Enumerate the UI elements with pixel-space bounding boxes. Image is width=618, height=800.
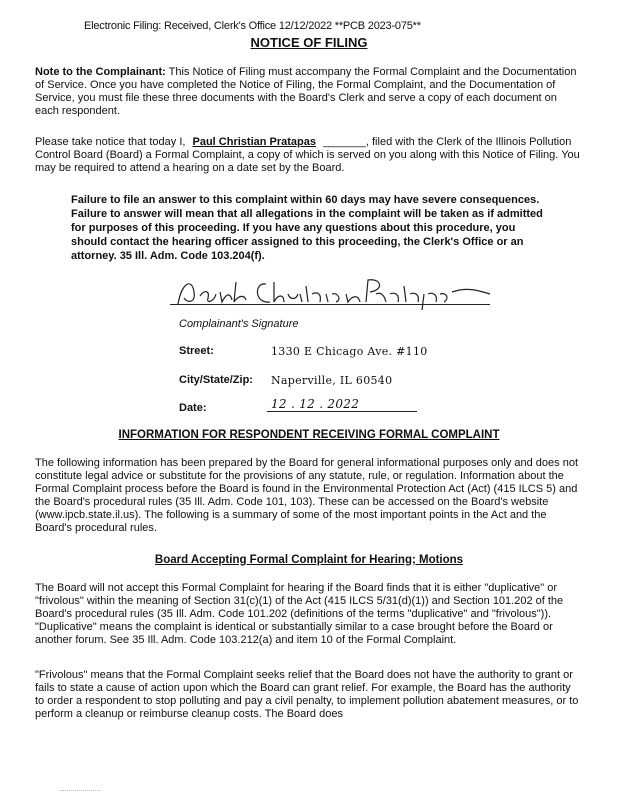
footer-mark [60,790,100,791]
signature-line [170,304,490,305]
city-state-zip-value: Naperville, IL 60540 [271,374,393,387]
warning-paragraph: Failure to file an answer to this complaint within 60 days may have severe consequences. Failure to answer will mean that all allegations in the complaint will be taken as if admitted for purposes of this proceeding. If you have any questions about this procedure, you should contact the hearing officer assigned to this proceeding, the Clerk's Office or an attorney. 35 Ill. Adm. Code 103.204(f). [71,194,543,262]
note-text: This Notice of Filing must accompany the Formal Complaint and the Documentation of Service. Once you have completed the Notice of Filing, the Formal Complaint, and the Documentation of Service, you must file these three documents with the Board's Clerk and serve a copy of each document on each respondent. [35,66,577,117]
accepting-complaint-heading: Board Accepting Formal Complaint for Hearing; Motions [154,554,464,566]
complainant-name: Paul Christian Pratapas [192,136,316,148]
street-value: 1330 E Chicago Ave. #110 [271,345,428,358]
note-lead: Note to the Complainant: [35,66,166,78]
respondent-info-heading: INFORMATION FOR RESPONDENT RECEIVING FORMAL COMPLAINT [118,429,500,441]
notice-before: Please take notice that today I, [35,136,186,148]
signature-label: Complainant's Signature [179,318,299,330]
date-value: 12 . 12 . 2022 [271,397,360,411]
respondent-info-paragraph: The following information has been prepared by the Board for general informational purposes only and does not constitute legal advice or substitute for the provisions of any statute, rule, or regulation. Information about the Formal Complaint process before the Board is found in the Environmental Protection Act (Act) (415 ILCS 5) and the Board's procedural rules (35 Ill. Adm. Code 101, 103). These can be accessed on the Board's website (www.ipcb.state.il.us). The following is a summary of some of the most important points in the Act and the Board's procedural rules. [35,457,579,534]
date-line [267,411,417,412]
note-to-complainant [35,66,580,118]
efiling-stamp: Electronic Filing: Received, Clerk's Office 12/12/2022 **PCB 2023-075** [84,20,421,32]
page-title: NOTICE OF FILING [250,35,368,50]
city-state-zip-label: City/State/Zip: [179,374,253,386]
street-label: Street: [179,345,214,357]
accepting-paragraph-1: The Board will not accept this Formal Complaint for hearing if the Board finds that it is either "duplicative" or "frivolous" within the meaning of Section 31(c)(1) of the Act (415 ILCS 5/31(d)(1)) and Section 101.202 of the Board's procedural rules (35 Ill. Adm. Code 101.202 (definitions of the terms "duplicative" and "frivolous")). "Duplicative" means the complaint is identical or substantially similar to a case brought before the Board or another forum. See 35 Ill. Adm. Code 103.212(a) and item 10 of the Formal Complaint. [35,582,564,646]
notice-paragraph [35,136,580,175]
accepting-paragraph-2: "Frivolous" means that the Formal Complaint seeks relief that the Board does not have the authority to grant or fails to state a cause of action upon which the Board can grant relief. For example, the Board has the authority to order a respondent to stop polluting and pay a civil penalty, to implement pollution abatement measures, or to perform a cleanup or reimburse cleanup costs. The Board does [35,669,579,720]
notice-blank: _______ [323,136,366,148]
notice-after: , filed with the Clerk of the Illinois Pollution Control Board (Board) a Formal Complaint, a copy of which is served on you along with this Notice of Filing. You may be required to attend a hearing on a date set by the Board. [35,136,580,174]
date-label: Date: [179,402,207,414]
